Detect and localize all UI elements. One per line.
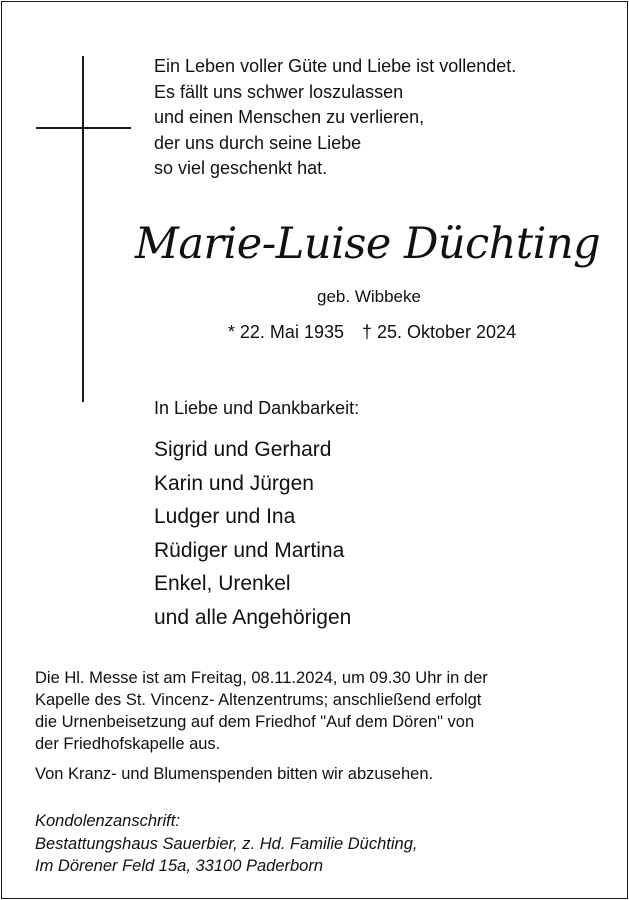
condolence-address — [35, 810, 417, 878]
service-line: Kapelle des St. Vincenz- Altenzentrums; anschließend erfolgt — [35, 691, 482, 709]
service-line: die Urnenbeisetzung auf dem Friedhof "Auf dem Dören" von — [35, 713, 475, 731]
mourners-list — [154, 433, 351, 634]
cross-icon-horizontal — [36, 127, 131, 129]
poem-line: Es fällt uns schwer loszulassen — [154, 81, 404, 102]
flowers-note: Von Kranz- und Blumenspenden bitten wir abzusehen. — [35, 765, 434, 783]
mourner-name: Sigrid und Gerhard — [154, 438, 332, 461]
mourner-name: und alle Angehörigen — [154, 605, 352, 629]
condolence-line: Im Dörener Feld 15a, 33100 Paderborn — [35, 857, 324, 875]
poem-line: der uns durch seine Liebe — [154, 132, 362, 153]
mourner-name: Enkel, Urenkel — [154, 572, 291, 595]
mourner-name: Karin und Jürgen — [154, 471, 314, 495]
mourners-intro: In Liebe und Dankbarkeit: — [154, 398, 360, 418]
condolence-line: Bestattungshaus Sauerbier, z. Hd. Familie Düchting, — [35, 834, 418, 853]
service-line: Die Hl. Messe ist am Freitag, 08.11.2024, um 09.30 Uhr in der — [35, 669, 488, 687]
poem-line: und einen Menschen zu verlieren, — [154, 107, 425, 127]
obituary-notice — [1, 1, 628, 899]
memorial-poem — [154, 54, 516, 182]
death-date: † 25. Oktober 2024 — [361, 322, 517, 342]
mourner-name: Ludger und Ina — [154, 505, 296, 528]
condolence-heading: Kondolenzanschrift: — [35, 812, 180, 830]
service-details — [35, 667, 488, 755]
poem-line: Ein Leben voller Güte und Liebe ist vollendet. — [154, 56, 517, 76]
maiden-name: geb. Wibbeke — [317, 287, 421, 306]
life-dates — [2, 322, 629, 343]
service-line: der Friedhofskapelle aus. — [35, 735, 221, 753]
mourner-name: Rüdiger und Martina — [154, 538, 345, 562]
deceased-name: Marie-Luise Düchting — [134, 219, 601, 269]
poem-line: so viel geschenkt hat. — [154, 158, 328, 178]
birth-date: * 22. Mai 1935 — [227, 322, 344, 342]
